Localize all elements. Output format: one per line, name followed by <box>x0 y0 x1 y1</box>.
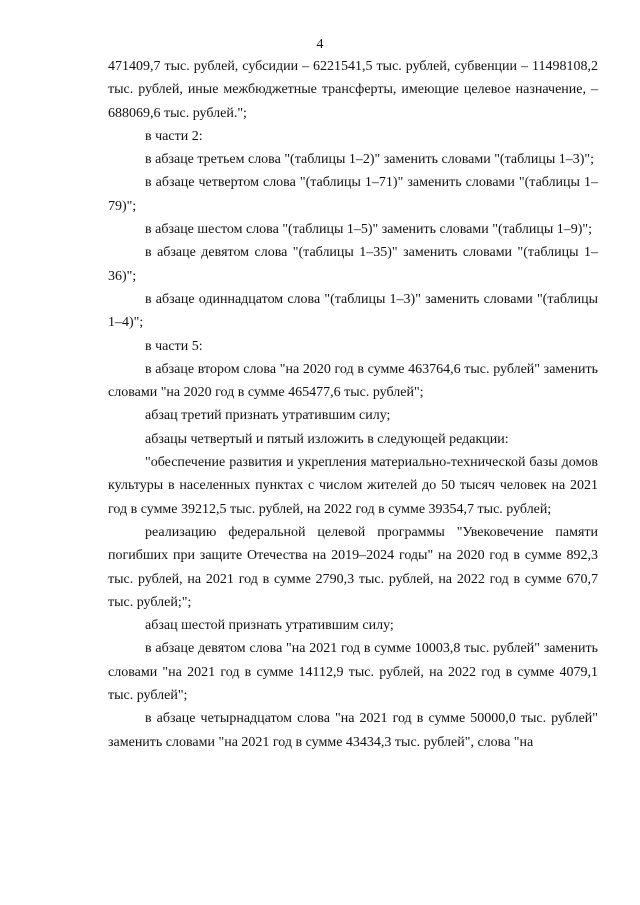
paragraph: 471409,7 тыс. рублей, субсидии – 6221541,5 тыс. рублей, субвенции – 11498108,2 тыс. рублей, иные межбюджетные трансферты, имеющие целевое назначение, – 688069,6 тыс. рублей."; <box>108 59 598 121</box>
document-body <box>108 55 598 754</box>
paragraph: в абзаце девятом слова "(таблицы 1–35)" заменить словами "(таблицы 1–36)"; <box>108 245 598 284</box>
paragraph: абзацы четвертый и пятый изложить в следующей редакции: <box>145 431 509 447</box>
paragraph: в абзаце четвертом слова "(таблицы 1–71)" заменить словами "(таблицы 1–79)"; <box>108 175 598 214</box>
paragraph: "обеспечение развития и укрепления материально-технической базы домов культуры в населенных пунктах с числом жителей до 50 тысяч человек на 2021 год в сумме 39212,5 тыс. рублей, на 2022 год в сумме 39354,7 тыс. рублей; <box>108 455 598 517</box>
paragraph: абзац третий признать утратившим силу; <box>145 408 391 424</box>
paragraph: абзац шестой признать утратившим силу; <box>145 618 394 634</box>
paragraph: в части 2: <box>145 128 203 144</box>
paragraph: в абзаце втором слова "на 2020 год в сумме 463764,6 тыс. рублей" заменить словами "на 2020 год в сумме 465477,6 тыс. рублей"; <box>108 361 598 401</box>
paragraph: в части 5: <box>145 338 203 354</box>
paragraph: реализацию федеральной целевой программы "Увековечение памяти погибших при защите Отечества на 2019–2024 годы" на 2020 год в сумме 892,3 тыс. рублей, на 2021 год в сумме 2790,3 тыс. рублей, на 2022 год в сумме 670,7 тыс. рублей;"; <box>108 524 598 610</box>
paragraph: в абзаце третьем слова "(таблицы 1–2)" заменить словами "(таблицы 1–3)"; <box>145 152 595 168</box>
page-number: 4 <box>316 37 324 52</box>
paragraph: в абзаце четырнадцатом слова "на 2021 год в сумме 50000,0 тыс. рублей" заменить словами "на 2021 год в сумме 43434,3 тыс. рублей", слова "на <box>108 711 598 750</box>
paragraph: в абзаце шестом слова "(таблицы 1–5)" заменить словами "(таблицы 1–9)"; <box>145 222 593 238</box>
paragraph: в абзаце девятом слова "на 2021 год в сумме 10003,8 тыс. рублей" заменить словами "на 2021 год в сумме 14112,9 тыс. рублей, на 2022 год в сумме 4079,1 тыс. рублей"; <box>108 641 598 704</box>
paragraph: в абзаце одиннадцатом слова "(таблицы 1–3)" заменить словами "(таблицы 1–4)"; <box>108 291 598 331</box>
